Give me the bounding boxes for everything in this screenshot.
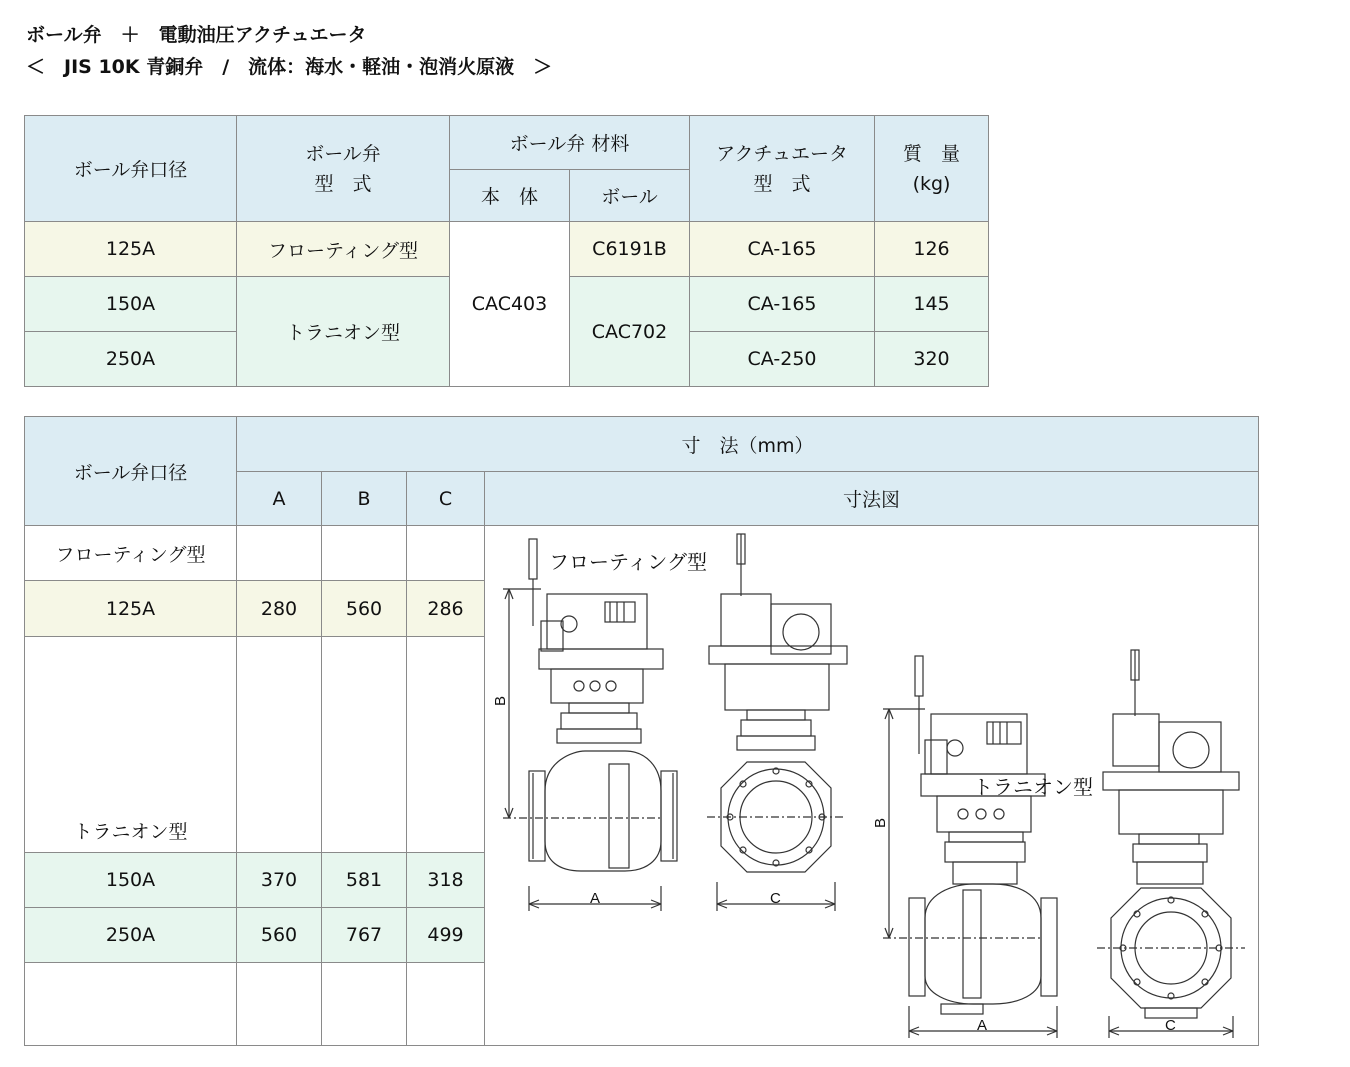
dim-b-cell: 767 — [322, 908, 407, 963]
header-dimensions: 寸 法（mm） — [237, 417, 1259, 472]
body-material-cell: CAC403 — [450, 222, 570, 387]
mass-cell: 145 — [875, 277, 989, 332]
actuator-cell: CA-250 — [690, 332, 875, 387]
header-ball: ボール — [570, 170, 690, 222]
empty-cell — [322, 526, 407, 581]
mass-cell: 320 — [875, 332, 989, 387]
floating-dim-c-label: C — [770, 890, 781, 907]
bore-cell: 125A — [25, 222, 237, 277]
bore-cell: 125A — [25, 581, 237, 637]
bore-cell: 250A — [25, 332, 237, 387]
actuator-cell: CA-165 — [690, 277, 875, 332]
actuator-cell: CA-165 — [690, 222, 875, 277]
header-actuator — [690, 116, 875, 222]
table-row — [25, 222, 989, 277]
header-valve-type-line2: 型 式 — [314, 172, 372, 195]
bore-cell: 250A — [25, 908, 237, 963]
header-bore: ボール弁口径 — [25, 417, 237, 526]
header-dim-b: B — [322, 472, 407, 526]
trunnion-dim-c-label: C — [1165, 1017, 1176, 1034]
trunnion-drawing-label: トラニオン型 — [973, 777, 1093, 799]
mass-cell: 126 — [875, 222, 989, 277]
spec-table — [24, 115, 989, 387]
trunnion-dim-b-label: B — [872, 817, 889, 828]
dim-a-cell: 370 — [237, 853, 322, 908]
floating-dim-a-label: A — [590, 890, 601, 907]
dim-b-cell: 581 — [322, 853, 407, 908]
header-dim-c: C — [407, 472, 485, 526]
valve-type-cell: フローティング型 — [237, 222, 450, 277]
page-title: ボール弁 ＋ 電動油圧アクチュエータ — [26, 24, 367, 46]
valve-type-cell: トラニオン型 — [237, 277, 450, 387]
valve-drawing-svg — [485, 526, 1259, 1046]
header-mass — [875, 116, 989, 222]
trunnion-dim-a-label: A — [977, 1017, 988, 1034]
header-mass-line1: 質 量 — [903, 142, 961, 165]
dim-b-cell: 560 — [322, 581, 407, 637]
dim-a-cell: 280 — [237, 581, 322, 637]
dimension-drawing — [485, 526, 1259, 1046]
trunnion-front-view — [909, 656, 1057, 1014]
dim-c-cell: 318 — [407, 853, 485, 908]
page-subtitle: ＜ JIS 10K 青銅弁 / 流体：海水・軽油・泡消火原液 ＞ — [26, 56, 553, 78]
empty-cell — [407, 526, 485, 581]
empty-cell — [322, 637, 407, 853]
header-drawing: 寸法図 — [485, 472, 1259, 526]
floating-side-view — [707, 534, 847, 872]
empty-cell — [237, 637, 322, 853]
header-actuator-line2: 型 式 — [753, 172, 811, 195]
empty-cell — [25, 963, 237, 1046]
header-actuator-line1: アクチュエータ — [716, 142, 848, 165]
empty-cell — [407, 637, 485, 853]
group-label-floating: フローティング型 — [25, 526, 237, 581]
header-dim-a: A — [237, 472, 322, 526]
floating-drawing-label: フローティング型 — [549, 552, 707, 574]
header-valve-type — [237, 116, 450, 222]
trunnion-side-view — [1097, 650, 1245, 1018]
header-material: ボール弁 材料 — [450, 116, 690, 170]
dim-c-cell: 286 — [407, 581, 485, 637]
dim-c-cell: 499 — [407, 908, 485, 963]
ball-material-cell: C6191B — [570, 222, 690, 277]
dim-a-cell: 560 — [237, 908, 322, 963]
floating-dim-b-label: B — [492, 695, 509, 706]
empty-cell — [237, 963, 322, 1046]
bore-cell: 150A — [25, 277, 237, 332]
floating-front-view — [529, 539, 677, 871]
bore-cell: 150A — [25, 853, 237, 908]
ball-material-cell: CAC702 — [570, 277, 690, 387]
header-body: 本 体 — [450, 170, 570, 222]
group-label-trunnion: トラニオン型 — [25, 637, 237, 853]
empty-cell — [322, 963, 407, 1046]
header-bore: ボール弁口径 — [25, 116, 237, 222]
header-valve-type-line1: ボール弁 — [305, 142, 381, 165]
header-mass-line2: (kg) — [912, 172, 951, 195]
empty-cell — [407, 963, 485, 1046]
dimension-table — [24, 416, 1259, 1046]
empty-cell — [237, 526, 322, 581]
